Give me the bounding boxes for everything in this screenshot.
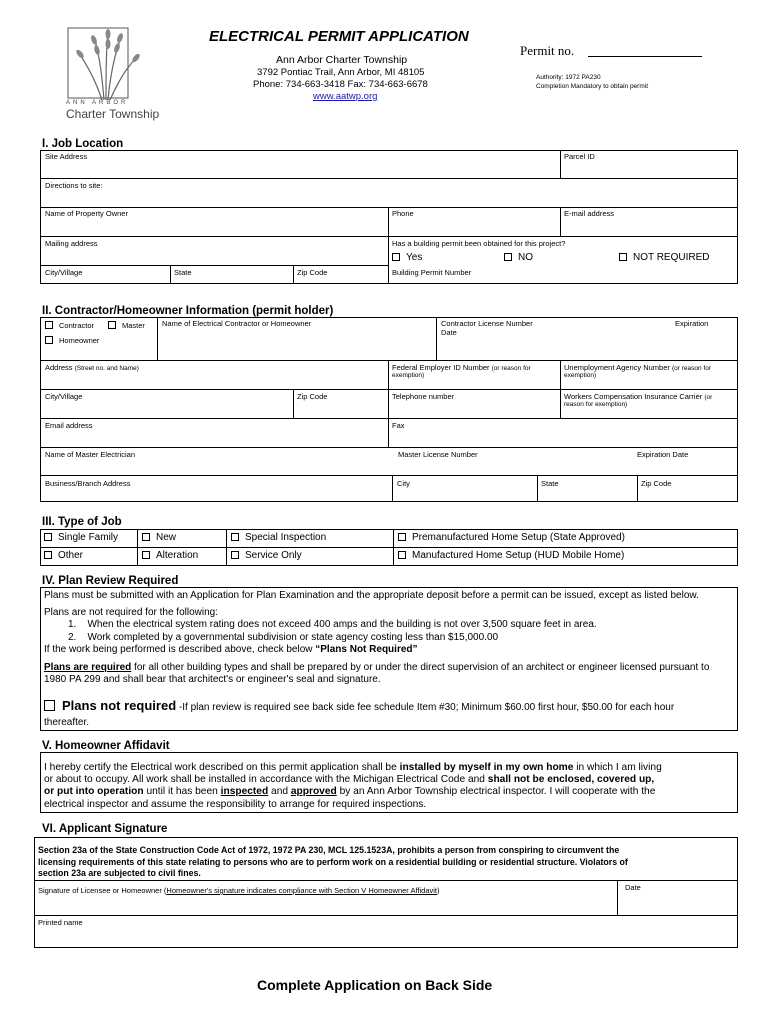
checkbox-icon[interactable] <box>231 551 239 559</box>
plan-review-text: Plans must be submitted with an Application for Plan Examination and the appropriate deposit before a permit can be issued, except as listed below. Plans are not required for the following: 1. When the electrical system rating does not exceed 400 amps and the building is not over 3,500 square feet in area. 2. Work completed by a governmental subdivision or state agency costing less than $15,000.00 If the work being performed is described above, check below “Plans Not Required” Plans are required for all other building types and shall be prepared by or under the direct supervision of an architect or engineer licensed pursuant to 1980 PA 299 and shall bear that architect's or engineer's seal and signature. <box>44 590 710 686</box>
mailing-address-field[interactable]: Mailing address <box>45 239 98 248</box>
contractor-city-field[interactable]: City/Village <box>45 392 83 401</box>
township-logo <box>64 26 170 122</box>
master-option[interactable]: Master <box>108 321 145 330</box>
license-expiration-label: Expiration <box>675 319 709 328</box>
workers-comp-exemption-label: reason for exemption) <box>564 401 628 408</box>
special-inspection-option[interactable]: Special Inspection <box>231 533 326 543</box>
permit-no-label: Permit no. <box>520 43 575 58</box>
unemployment-exemption-label: exemption) <box>564 372 597 379</box>
workers-comp-field[interactable]: Workers Compensation Insurance Carrier (or <box>564 392 713 401</box>
premanufactured-home-option[interactable]: Premanufactured Home Setup (State Approved) <box>398 533 625 543</box>
checkbox-icon[interactable] <box>142 533 150 541</box>
section3-title: III. Type of Job <box>42 516 122 528</box>
org-phone-fax: Phone: 734-663-3418 Fax: 734-663-6678 <box>253 79 428 90</box>
directions-field[interactable]: Directions to site: <box>45 181 103 190</box>
state-field[interactable]: State <box>174 268 192 277</box>
section2-title: II. Contractor/Homeowner Information (permit holder) <box>42 305 334 317</box>
org-address: 3792 Pontiac Trail, Ann Arbor, MI 48105 <box>257 67 425 78</box>
other-option[interactable]: Other <box>44 551 83 561</box>
wheat-logo-icon <box>64 26 170 104</box>
civil-fines-warning: Section 23a of the State Construction Code Act of 1972, 1972 PA 230, MCL 125.1523A, prohibits a person from conspiring to circumvent the licensing requirements of this state relating to persons who are to perform work on a residential building or residential structure. Violators of section 23a are subjected to civil fines. <box>38 845 628 878</box>
owner-email-field[interactable]: E-mail address <box>564 209 615 218</box>
checkbox-icon[interactable] <box>45 321 53 329</box>
single-family-option[interactable]: Single Family <box>44 533 118 543</box>
property-owner-field[interactable]: Name of Property Owner <box>45 209 128 218</box>
fein-exemption-label: exemption) <box>392 372 425 379</box>
manufactured-home-option[interactable]: Manufactured Home Setup (HUD Mobile Home) <box>398 551 624 561</box>
branch-state-field[interactable]: State <box>541 479 559 488</box>
building-permit-question: Has a building permit been obtained for this project? <box>392 239 566 248</box>
checkbox-icon[interactable] <box>44 551 52 559</box>
city-village-field[interactable]: City/Village <box>45 268 83 277</box>
job-location-grid <box>40 150 738 284</box>
new-option[interactable]: New <box>142 533 176 543</box>
permit-no-option[interactable]: NO <box>504 253 533 263</box>
master-expiration-date-field[interactable]: Expiration Date <box>637 450 689 459</box>
org-name: Ann Arbor Charter Township <box>276 54 408 66</box>
checkbox-icon[interactable] <box>398 551 406 559</box>
branch-city-field[interactable]: City <box>397 479 410 488</box>
plans-not-required-option[interactable]: Plans not required -If plan review is required see back side fee schedule Item #30; Minimum $60.00 first hour, $50.00 for each hour <box>44 699 674 713</box>
contractor-name-field[interactable]: Name of Electrical Contractor or Homeowner <box>162 319 312 328</box>
checkbox-icon[interactable] <box>231 533 239 541</box>
checkbox-icon[interactable] <box>142 551 150 559</box>
branch-zip-field[interactable]: Zip Code <box>641 479 672 488</box>
checkbox-icon[interactable] <box>619 253 627 261</box>
contractor-email-field[interactable]: Email address <box>45 421 93 430</box>
checkbox-icon[interactable] <box>504 253 512 261</box>
checkbox-icon[interactable] <box>45 336 53 344</box>
master-license-number-field[interactable]: Master License Number <box>398 450 478 459</box>
contractor-telephone-field[interactable]: Telephone number <box>392 392 455 401</box>
back-side-notice: Complete Application on Back Side <box>257 977 493 993</box>
contractor-fax-field[interactable]: Fax <box>392 421 405 430</box>
plans-not-required-line2: thereafter. <box>44 717 90 728</box>
site-address-field[interactable]: Site Address <box>45 152 88 161</box>
branch-address-field[interactable]: Business/Branch Address <box>45 479 131 488</box>
contractor-address-field[interactable]: Address (Street no. and Name) <box>45 363 139 372</box>
signature-field[interactable]: Signature of Licensee or Homeowner (Homeowner's signature indicates compliance with Section V Homeowner Affidavit) <box>38 886 440 895</box>
service-only-option[interactable]: Service Only <box>231 551 302 561</box>
checkbox-icon[interactable] <box>392 253 400 261</box>
printed-name-field[interactable]: Printed name <box>38 918 83 927</box>
alteration-option[interactable]: Alteration <box>142 551 198 561</box>
checkbox-icon[interactable] <box>398 533 406 541</box>
parcel-id-field[interactable]: Parcel ID <box>564 152 595 161</box>
checkbox-icon[interactable] <box>44 700 55 711</box>
permit-not-required-option[interactable]: NOT REQUIRED <box>619 253 710 263</box>
fein-field[interactable]: Federal Employer ID Number (or reason for <box>392 363 531 372</box>
zip-code-field[interactable]: Zip Code <box>297 268 328 277</box>
license-date-label: Date <box>441 328 457 337</box>
permit-no-line[interactable] <box>588 56 702 57</box>
permit-yes-option[interactable]: Yes <box>392 253 422 263</box>
contractor-license-field[interactable]: Contractor License Number <box>441 319 533 328</box>
owner-phone-field[interactable]: Phone <box>392 209 414 218</box>
checkbox-icon[interactable] <box>44 533 52 541</box>
contractor-option[interactable]: Contractor <box>45 321 94 330</box>
affidavit-text: I hereby certify the Electrical work described on this permit application shall be installed by myself in my own home in which I am living or about to occupy. All work shall be installed in accordance with the Michigan Electrical Code and shall not be enclosed, covered up, or put into operation until it has been inspected and approved by an Ann Arbor Township electrical inspector. I will cooperate with the electrical inspector and assume the responsibility to arrange for required inspections. <box>44 762 662 810</box>
checkbox-icon[interactable] <box>108 321 116 329</box>
master-electrician-name-field[interactable]: Name of Master Electrician <box>45 450 136 459</box>
section4-title: IV. Plan Review Required <box>42 575 179 587</box>
unemployment-field[interactable]: Unemployment Agency Number (or reason for <box>564 363 712 372</box>
section5-title: V. Homeowner Affidavit <box>42 740 170 752</box>
logo-text-bottom: Charter Township <box>66 107 160 121</box>
section1-title: I. Job Location <box>42 138 124 150</box>
section6-title: VI. Applicant Signature <box>42 823 168 835</box>
signature-date-field[interactable]: Date <box>625 883 641 892</box>
completion-text: Completion Mandatory to obtain permit <box>536 83 649 90</box>
contractor-zip-field[interactable]: Zip Code <box>297 392 328 401</box>
form-title: ELECTRICAL PERMIT APPLICATION <box>209 28 469 45</box>
org-website[interactable]: www.aatwp.org <box>313 91 378 102</box>
logo-text-top: ANN ARBOR <box>66 100 129 106</box>
authority-text: Authority: 1972 PA230 <box>536 74 601 81</box>
building-permit-number-field[interactable]: Building Permit Number <box>392 268 472 277</box>
homeowner-option[interactable]: Homeowner <box>45 336 99 345</box>
